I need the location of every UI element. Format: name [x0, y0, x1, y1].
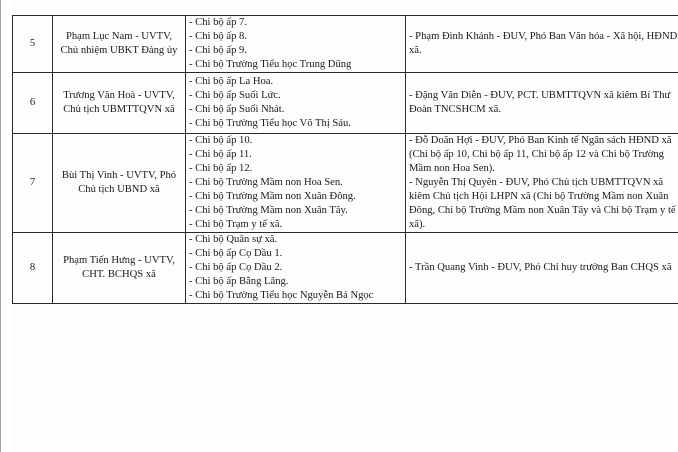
row-number: 7: [13, 134, 53, 233]
party-cell-item: - Chi bộ Quân sự xã.: [189, 234, 278, 245]
assigned-staff: [406, 73, 678, 134]
table-row: [13, 233, 678, 304]
scan-edge-line: [0, 0, 1, 452]
party-cell-item: - Chi bộ ấp Cọ Dầu 1.: [189, 248, 283, 259]
party-cell-item: - Chi bộ Trường Mầm non Xuân Tây.: [189, 205, 348, 216]
row-number: 8: [13, 233, 53, 304]
party-cell-item: - Chi bộ ấp 8.: [189, 31, 247, 42]
member-line: Chủ tịch UBMTTQVN xã: [63, 104, 175, 115]
assigned-staff: [406, 16, 678, 73]
party-cell-item: - Chi bộ ấp 11.: [189, 149, 252, 160]
assigned-staff: [406, 134, 678, 233]
party-cell-item: - Chi bộ Trường Tiểu học Nguyễn Bá Ngọc: [189, 290, 374, 301]
party-cell-item: - Chi bộ ấp 12.: [189, 163, 253, 174]
staff-entry: - Nguyễn Thị Quyên - ĐUV, Phó Chủ tịch UBMTTQVN xã kiêm Chủ tịch Hội LHPN xã (Chi bộ Trường Mầm non Xuân Đông, Chi bộ Trường Mầm non Xuân Tây và Chi bộ Trạm y tế xã).: [409, 177, 676, 230]
party-cell-item: - Chi bộ Trường Tiểu học Võ Thị Sáu.: [189, 118, 351, 129]
committee-member: [53, 16, 186, 73]
party-cell-item: - Chi bộ ấp Suối Lức.: [189, 90, 281, 101]
party-cell-item: - Chi bộ Trường Tiểu học Trung Dũng: [189, 59, 352, 70]
table-row: [13, 134, 678, 233]
committee-member: [53, 233, 186, 304]
party-cell-item: - Chi bộ ấp 10.: [189, 135, 253, 146]
member-line: CHT. BCHQS xã: [82, 269, 156, 280]
party-cell-item: - Chi bộ Trường Mầm non Hoa Sen.: [189, 177, 343, 188]
row-number: 6: [13, 73, 53, 134]
party-cell-item: - Chi bộ Trường Mầm non Xuân Đông.: [189, 191, 356, 202]
committee-member: [53, 73, 186, 134]
committee-member: [53, 134, 186, 233]
member-line: Phạm Tiến Hưng - UVTV,: [63, 255, 175, 266]
party-cells-list: [186, 16, 406, 73]
table-row: [13, 73, 678, 134]
table-row: [13, 16, 678, 73]
staff-entry: - Trần Quang Vinh - ĐUV, Phó Chỉ huy trưởng Ban CHQS xã: [409, 262, 672, 273]
staff-entry: - Phạm Đình Khánh - ĐUV, Phó Ban Văn hóa - Xã hội, HĐND xã.: [409, 31, 678, 56]
party-cell-item: - Chi bộ ấp Cọ Dầu 2.: [189, 262, 283, 273]
party-cell-item: - Chi bộ Trạm y tế xã.: [189, 219, 283, 230]
party-cells-list: [186, 73, 406, 134]
member-line: Chủ nhiệm UBKT Đảng ủy: [60, 45, 178, 56]
party-cells-list: [186, 233, 406, 304]
row-number: 5: [13, 16, 53, 73]
staff-entry: - Đặng Văn Diễn - ĐUV, PCT. UBMTTQVN xã kiêm Bí Thư Đoàn TNCSHCM xã.: [409, 90, 671, 115]
party-cell-item: - Chi bộ ấp Bằng Lăng.: [189, 276, 289, 287]
party-cells-list: [186, 134, 406, 233]
staff-entry: - Đỗ Doãn Hợi - ĐUV, Phó Ban Kinh tế Ngân sách HĐND xã (Chi bộ ấp 10, Chi bộ ấp 11, Chi bộ ấp 12 và Chi bộ Trường Mầm non Hoa Sen).: [409, 135, 672, 174]
member-line: Trương Văn Hoà - UVTV,: [63, 90, 175, 101]
party-cell-item: - Chi bộ ấp 9.: [189, 45, 247, 56]
assigned-staff: [406, 233, 678, 304]
member-line: Chủ tịch UBND xã: [78, 184, 160, 195]
party-cell-item: - Chi bộ ấp 7.: [189, 17, 247, 28]
assignment-table: [12, 15, 678, 304]
member-line: Phạm Lục Nam - UVTV,: [65, 31, 173, 42]
member-line: Bùi Thị Vinh - UVTV, Phó: [61, 170, 177, 181]
party-cell-item: - Chi bộ ấp La Hoa.: [189, 76, 274, 87]
party-cell-item: - Chi bộ ấp Suối Nhát.: [189, 104, 285, 115]
